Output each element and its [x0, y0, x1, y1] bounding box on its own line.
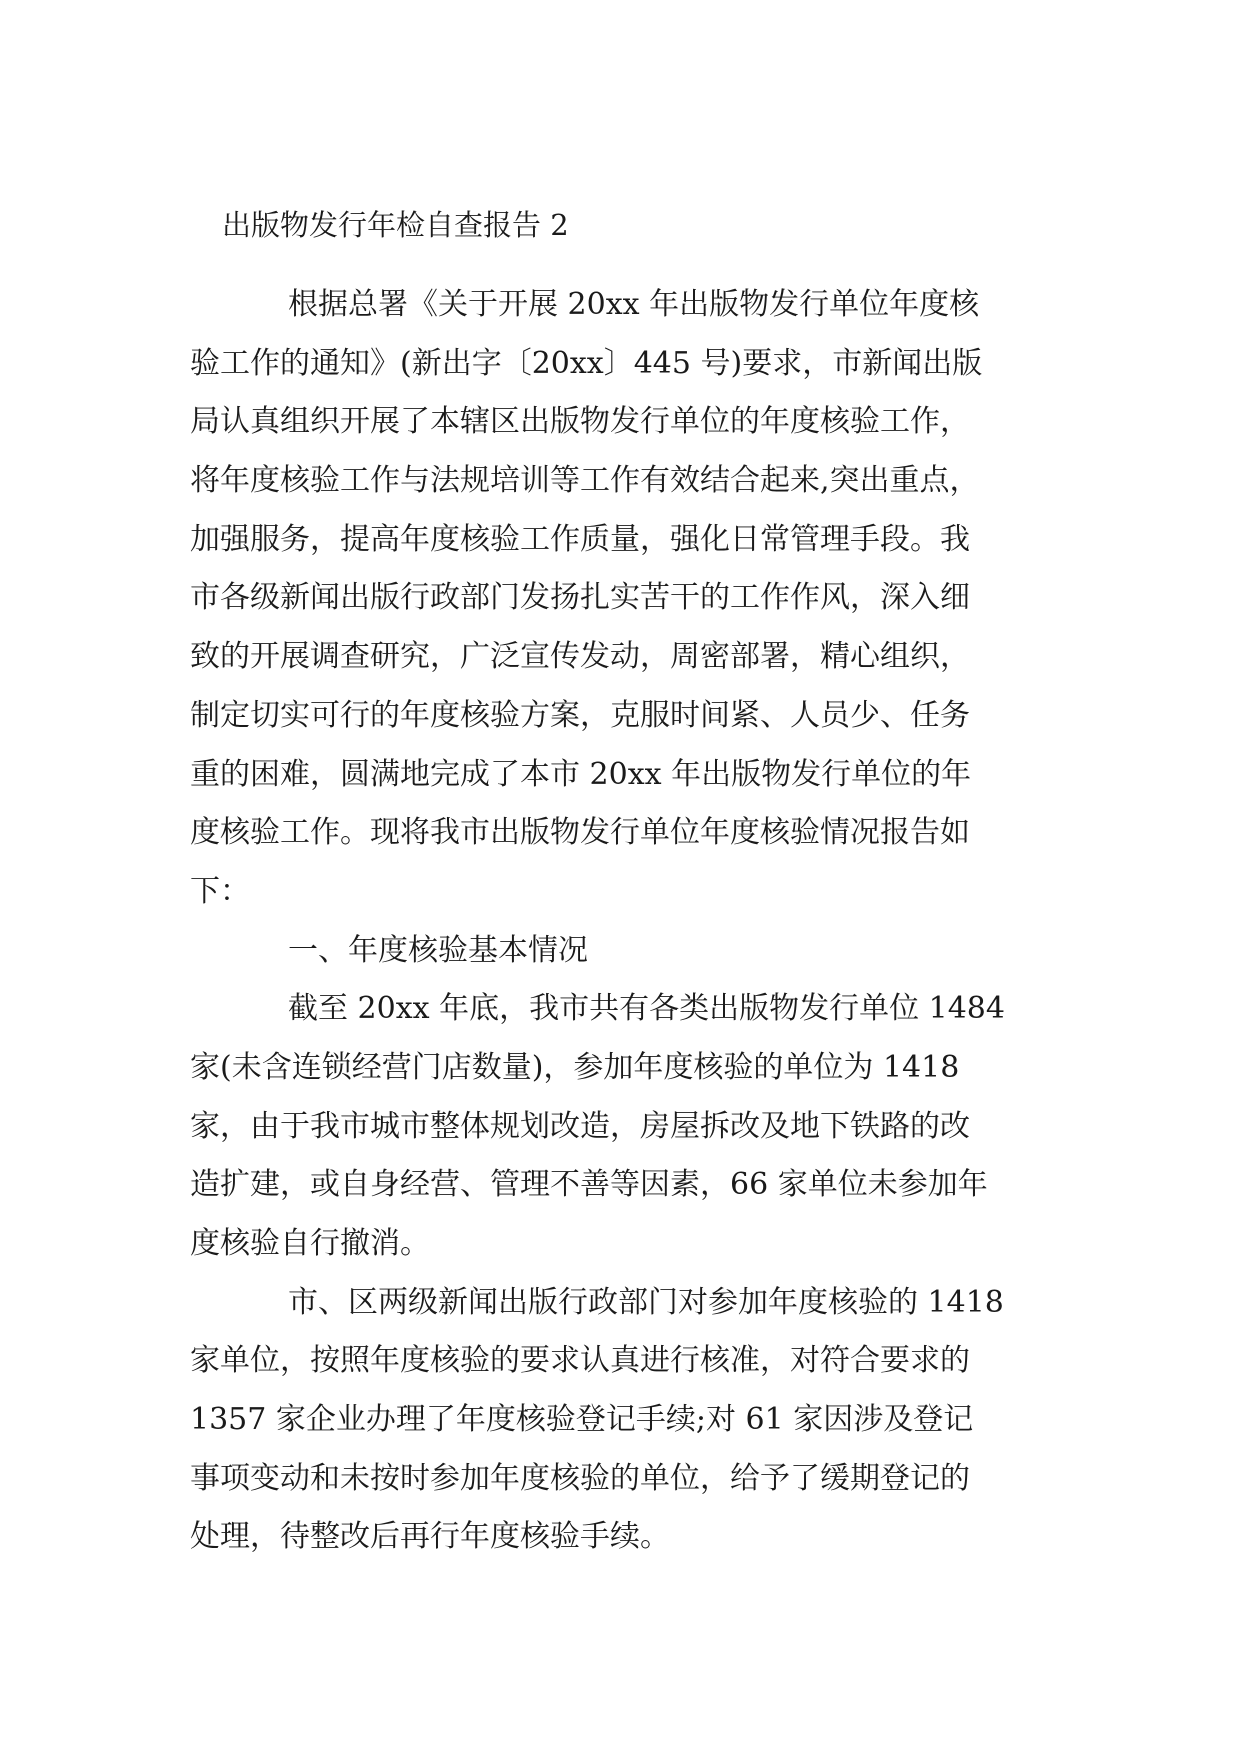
paragraph-line: 处理，待整改后再行年度核验手续。: [190, 1519, 670, 1555]
paragraph-line: 加强服务，提高年度核验工作质量，强化日常管理手段。我: [190, 521, 970, 557]
paragraph-line: 市、区两级新闻出版行政部门对参加年度核验的 1418: [288, 1284, 1004, 1320]
paragraph-line: 局认真组织开展了本辖区出版物发行单位的年度核验工作，: [190, 404, 970, 440]
paragraph-line: 事项变动和未按时参加年度核验的单位，给予了缓期登记的: [190, 1460, 970, 1496]
paragraph-line: 重的困难，圆满地完成了本市 20xx 年出版物发行单位的年: [190, 756, 972, 792]
section-heading: 一、年度核验基本情况: [288, 932, 588, 968]
paragraph-line: 截至 20xx 年底，我市共有各类出版物发行单位 1484: [288, 991, 1005, 1027]
paragraph-line: 根据总署《关于开展 20xx 年出版物发行单位年度核: [288, 287, 980, 322]
paragraph-line: 度核验自行撤消。: [190, 1226, 430, 1261]
paragraph-line: 市各级新闻出版行政部门发扬扎实苦干的工作作风，深入细: [190, 580, 970, 616]
paragraph-line: 下：: [190, 873, 250, 909]
paragraph-line: 致的开展调查研究，广泛宣传发动，周密部署，精心组织，: [190, 639, 970, 675]
paragraph-line: 度核验工作。现将我市出版物发行单位年度核验情况报告如: [190, 815, 970, 851]
paragraph-line: 家单位，按照年度核验的要求认真进行核准，对符合要求的: [190, 1343, 970, 1379]
paragraph-line: 验工作的通知》(新出字〔20xx〕445 号)要求，市新闻出版: [190, 345, 983, 381]
paragraph-line: 将年度核验工作与法规培训等工作有效结合起来,突出重点，: [190, 463, 980, 499]
paragraph-line: 造扩建，或自身经营、管理不善等因素，66 家单位未参加年: [190, 1167, 988, 1203]
paragraph-line: 家(未含连锁经营门店数量)，参加年度核验的单位为 1418: [190, 1049, 960, 1085]
paragraph-line: 家，由于我市城市整体规划改造，房屋拆改及地下铁路的改: [190, 1108, 970, 1144]
paragraph-line: 1357 家企业办理了年度核验登记手续;对 61 家因涉及登记: [190, 1402, 974, 1438]
document-title: 出版物发行年检自查报告 2: [222, 208, 569, 242]
document-body: [190, 276, 1060, 1567]
paragraph-line: 制定切实可行的年度核验方案，克服时间紧、人员少、任务: [190, 697, 970, 733]
